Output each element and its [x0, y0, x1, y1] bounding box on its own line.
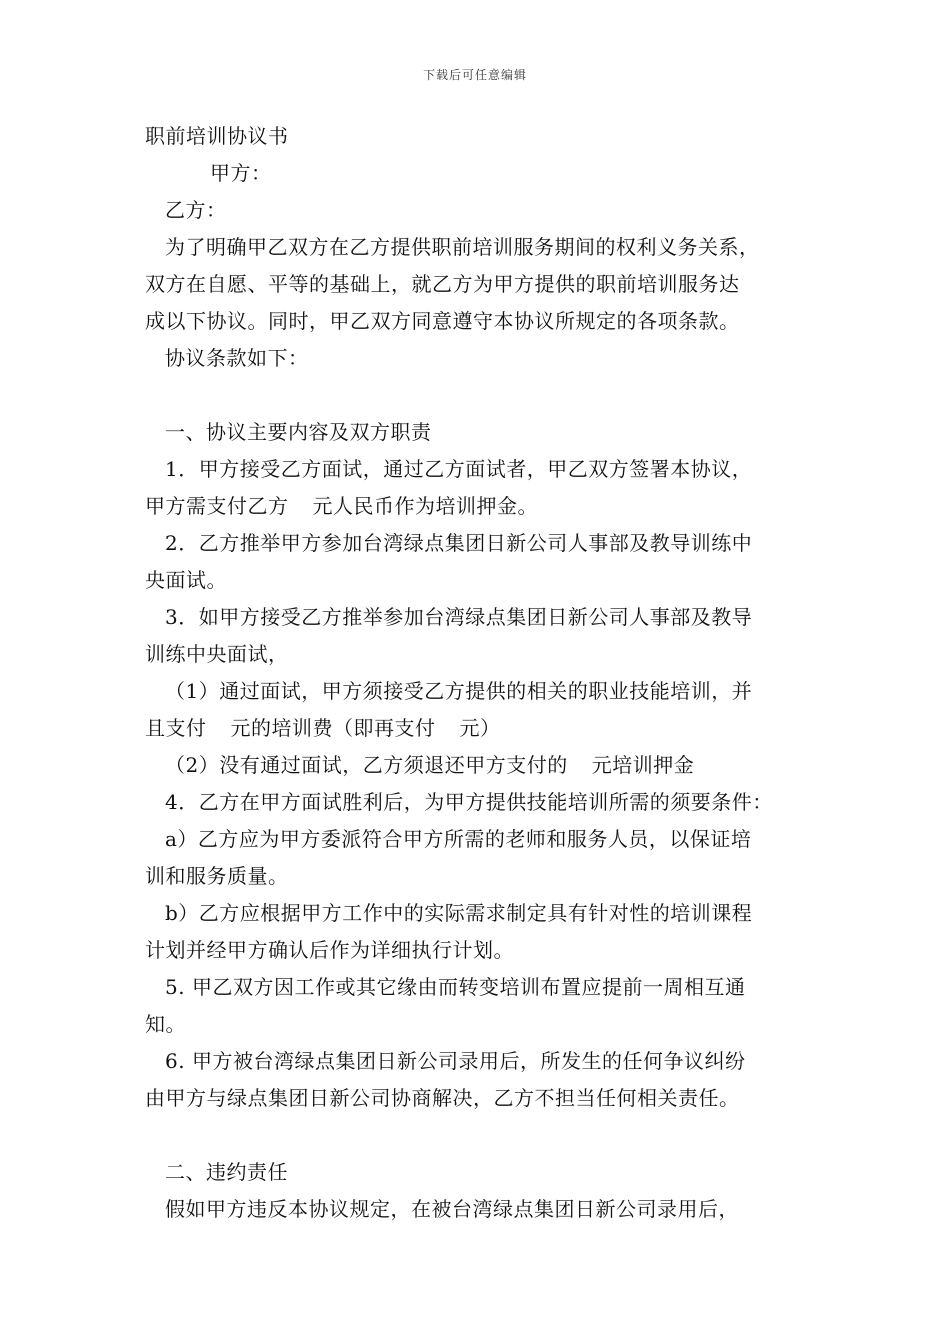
intro-line-3: 成以下协议。同时，甲乙双方同意遵守本协议所规定的各项条款。: [145, 309, 740, 333]
item-4a-line-2: 训和服务质量。: [145, 864, 289, 888]
item-6-line-2: 由甲方与绿点集团日新公司协商解决，乙方不担当任何相关责任。: [145, 1086, 740, 1110]
item-2-line-2: 央面试。: [145, 568, 227, 592]
item-3-line-1: 3．如甲方接受乙方推举参加台湾绿点集团日新公司人事部及教导: [165, 605, 753, 629]
terms-heading: 协议条款如下：: [165, 346, 309, 370]
intro-line-1: 为了明确甲乙双方在乙方提供职前培训服务期间的权利义务关系，: [165, 235, 760, 259]
section-2-line-1: 假如甲方违反本协议规定，在被台湾绿点集团日新公司录用后，: [165, 1197, 739, 1221]
sub-1-line-1: （1）通过面试，甲方须接受乙方提供的相关的职业技能培训，并: [165, 679, 753, 703]
party-b-label: 乙方：: [165, 198, 227, 222]
item-4-line: 4．乙方在甲方面试胜利后，为甲方提供技能培训所需的须要条件：: [165, 790, 773, 814]
section-1-heading: 一、协议主要内容及双方职责: [165, 420, 432, 444]
item-3-line-2: 训练中央面试，: [145, 642, 289, 666]
party-a-label: 甲方：: [210, 161, 272, 185]
sub-1-text-c: 元）: [459, 716, 501, 740]
sub-2-text-a: （2）没有通过面试，乙方须退还甲方支付的: [165, 753, 568, 777]
header-note: 下载后可任意编辑: [422, 68, 527, 82]
item-4a-line-1: a）乙方应为甲方委派符合甲方所需的老师和服务人员，以保证培: [165, 827, 752, 851]
intro-line-2: 双方在自愿、平等的基础上，就乙方为甲方提供的职前培训服务达: [145, 272, 740, 296]
sub-1-text-a: 且支付: [145, 716, 207, 740]
item-4b-line-1: b）乙方应根据甲方工作中的实际需求制定具有针对性的培训课程: [165, 901, 753, 925]
sub-2-line: [165, 751, 845, 779]
item-1-text-a: 甲方需支付乙方: [145, 494, 289, 518]
item-6-line-1: 6. 甲方被台湾绿点集团日新公司录用后，所发生的任何争议纠纷: [165, 1049, 746, 1073]
item-5-line-2: 知。: [145, 1012, 186, 1036]
document-title: 职前培训协议书: [145, 124, 289, 148]
sub-1-text-b: 元的培训费（即再支付: [230, 716, 436, 740]
item-2-line-1: 2．乙方推举甲方参加台湾绿点集团日新公司人事部及教导训练中: [165, 531, 753, 555]
section-2-heading: 二、违约责任: [165, 1160, 288, 1184]
item-1-text-b: 元人民币作为培训押金。: [312, 494, 538, 518]
item-4b-line-2: 计划并经甲方确认后作为详细执行计划。: [145, 938, 514, 962]
item-1-line-1: 1．甲方接受乙方面试，通过乙方面试者，甲乙双方签署本协议，: [165, 457, 753, 481]
item-5-line-1: 5. 甲乙双方因工作或其它缘由而转变培训布置应提前一周相互通: [165, 975, 746, 999]
sub-2-text-b: 元培训押金: [591, 753, 695, 777]
sub-1-line-2: [145, 714, 825, 742]
item-1-line-2: [145, 492, 825, 520]
